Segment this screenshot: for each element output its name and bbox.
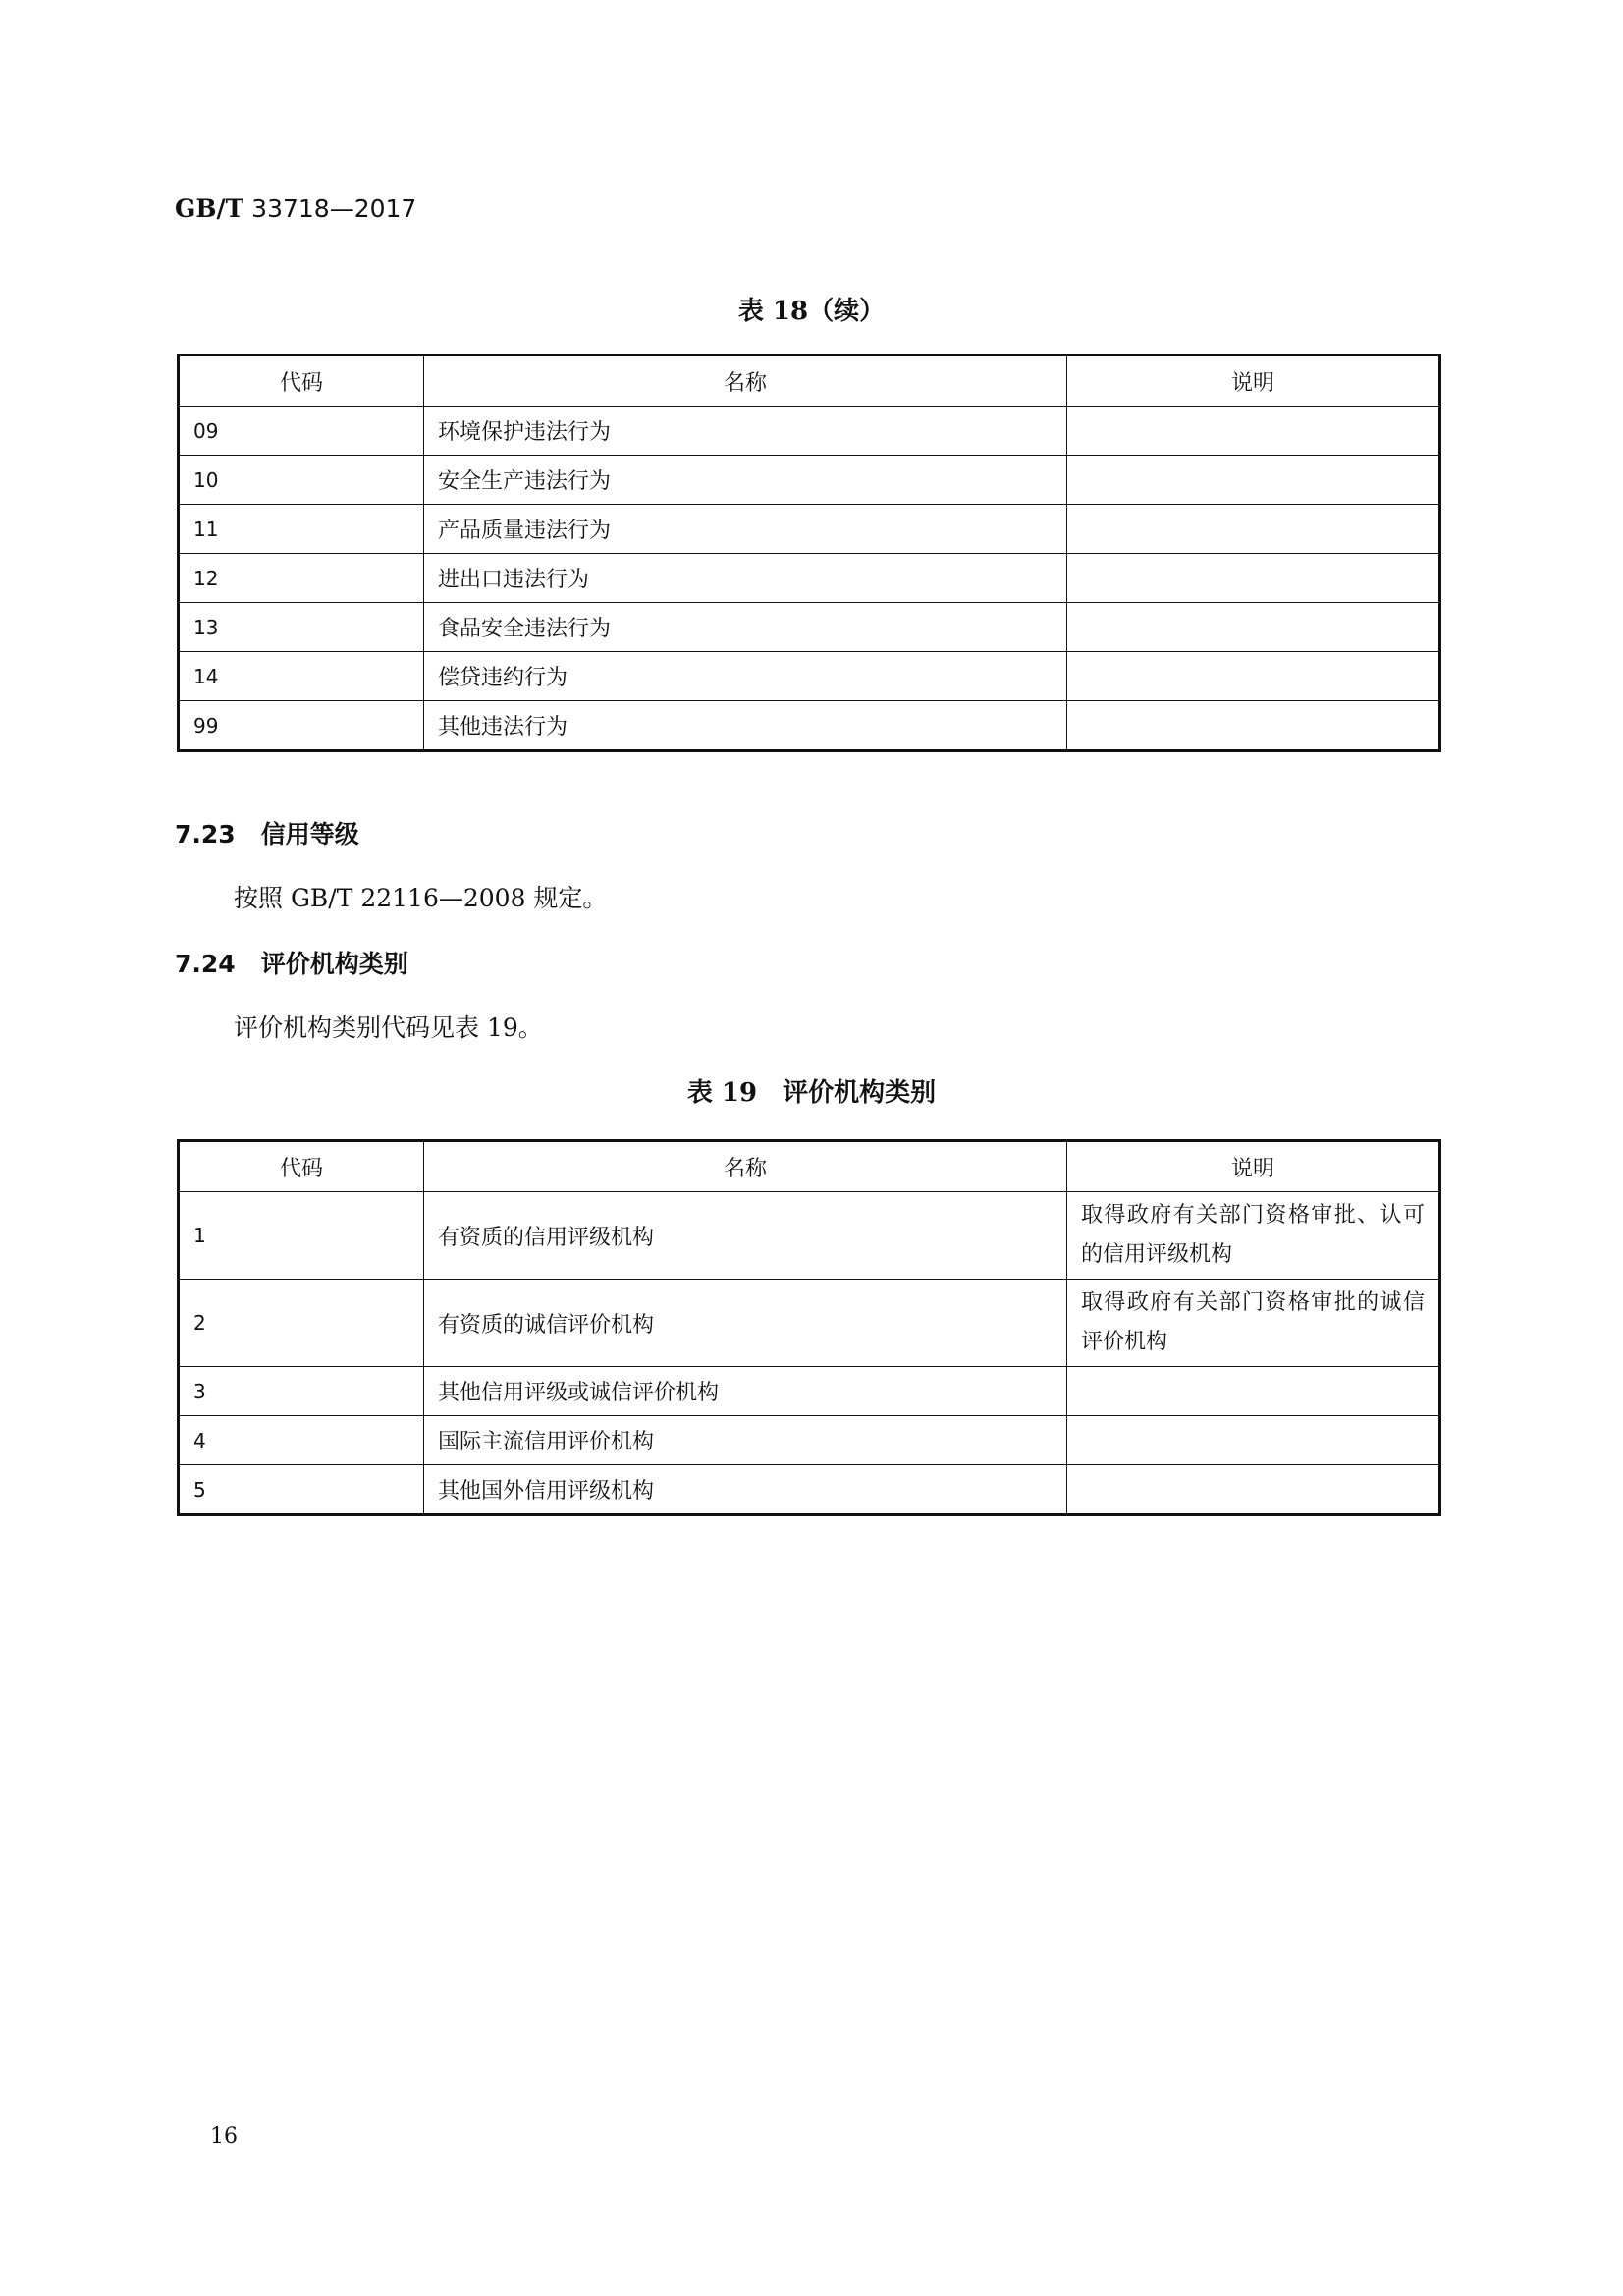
cell-name: 有资质的诚信评价机构: [424, 1280, 1067, 1367]
table-row: [179, 1280, 1440, 1367]
cell-name: 环境保护违法行为: [424, 407, 1067, 456]
section-7-24-text: 评价机构类别代码见表 19。: [234, 1013, 543, 1042]
page-number: 16: [210, 2124, 238, 2149]
cell-desc: [1067, 505, 1440, 554]
table-header-row: [179, 355, 1440, 407]
table-row: [179, 554, 1440, 603]
section-7-23-text: 按照 GB/T 22116—2008 规定。: [234, 884, 608, 912]
cell-code: 09: [179, 407, 424, 456]
cell-code: 99: [179, 701, 424, 751]
header-name: 名称: [424, 1141, 1067, 1192]
cell-desc: [1067, 652, 1440, 701]
document-code: [175, 194, 416, 223]
cell-name: 有资质的信用评级机构: [424, 1192, 1067, 1280]
cell-desc: [1067, 1416, 1440, 1465]
cell-desc: [1067, 456, 1440, 505]
cell-code: 4: [179, 1416, 424, 1465]
cell-code: 14: [179, 652, 424, 701]
table-header-row: [179, 1141, 1440, 1192]
table-row: [179, 652, 1440, 701]
cell-desc: [1067, 407, 1440, 456]
cell-name: 其他国外信用评级机构: [424, 1465, 1067, 1515]
table-row: [179, 701, 1440, 751]
table-19: [177, 1139, 1441, 1516]
table-19-caption: 表 19 评价机构类别: [686, 1078, 937, 1108]
cell-name: 其他违法行为: [424, 701, 1067, 751]
cell-code: 11: [179, 505, 424, 554]
header-code: 代码: [179, 355, 424, 407]
cell-desc: 取得政府有关部门资格审批的诚信评价机构: [1067, 1280, 1440, 1367]
section-heading-7-23: [175, 815, 359, 850]
cell-code: 12: [179, 554, 424, 603]
table-row: [179, 407, 1440, 456]
header-desc: 说明: [1067, 1141, 1440, 1192]
cell-name: 国际主流信用评价机构: [424, 1416, 1067, 1465]
cell-name: 偿贷违约行为: [424, 652, 1067, 701]
table-row: [179, 456, 1440, 505]
table-row: [179, 1367, 1440, 1416]
cell-code: 1: [179, 1192, 424, 1280]
cell-desc: [1067, 1465, 1440, 1515]
table-row: [179, 1465, 1440, 1515]
cell-name: 产品质量违法行为: [424, 505, 1067, 554]
cell-name: 进出口违法行为: [424, 554, 1067, 603]
section-number: 7.23: [175, 820, 236, 848]
section-number: 7.24: [175, 950, 236, 978]
cell-name: 其他信用评级或诚信评价机构: [424, 1367, 1067, 1416]
cell-code: 3: [179, 1367, 424, 1416]
document-code-prefix: GB/T: [175, 194, 244, 223]
cell-code: 5: [179, 1465, 424, 1515]
header-name: 名称: [424, 355, 1067, 407]
cell-desc: [1067, 1367, 1440, 1416]
table-row: [179, 1192, 1440, 1280]
cell-desc: [1067, 701, 1440, 751]
cell-code: 10: [179, 456, 424, 505]
cell-desc: [1067, 554, 1440, 603]
cell-code: 2: [179, 1280, 424, 1367]
cell-code: 13: [179, 603, 424, 652]
cell-desc: [1067, 603, 1440, 652]
section-title: 信用等级: [260, 820, 359, 848]
table-18-caption: 表 18（续）: [737, 297, 886, 326]
table-row: [179, 505, 1440, 554]
header-code: 代码: [179, 1141, 424, 1192]
section-title: 评价机构类别: [260, 950, 408, 978]
document-code-number: 33718—2017: [243, 194, 417, 223]
table-row: [179, 603, 1440, 652]
cell-desc: 取得政府有关部门资格审批、认可的信用评级机构: [1067, 1192, 1440, 1280]
table-row: [179, 1416, 1440, 1465]
cell-name: 食品安全违法行为: [424, 603, 1067, 652]
table-18: [177, 354, 1441, 752]
cell-name: 安全生产违法行为: [424, 456, 1067, 505]
section-heading-7-24: [175, 945, 408, 980]
header-desc: 说明: [1067, 355, 1440, 407]
